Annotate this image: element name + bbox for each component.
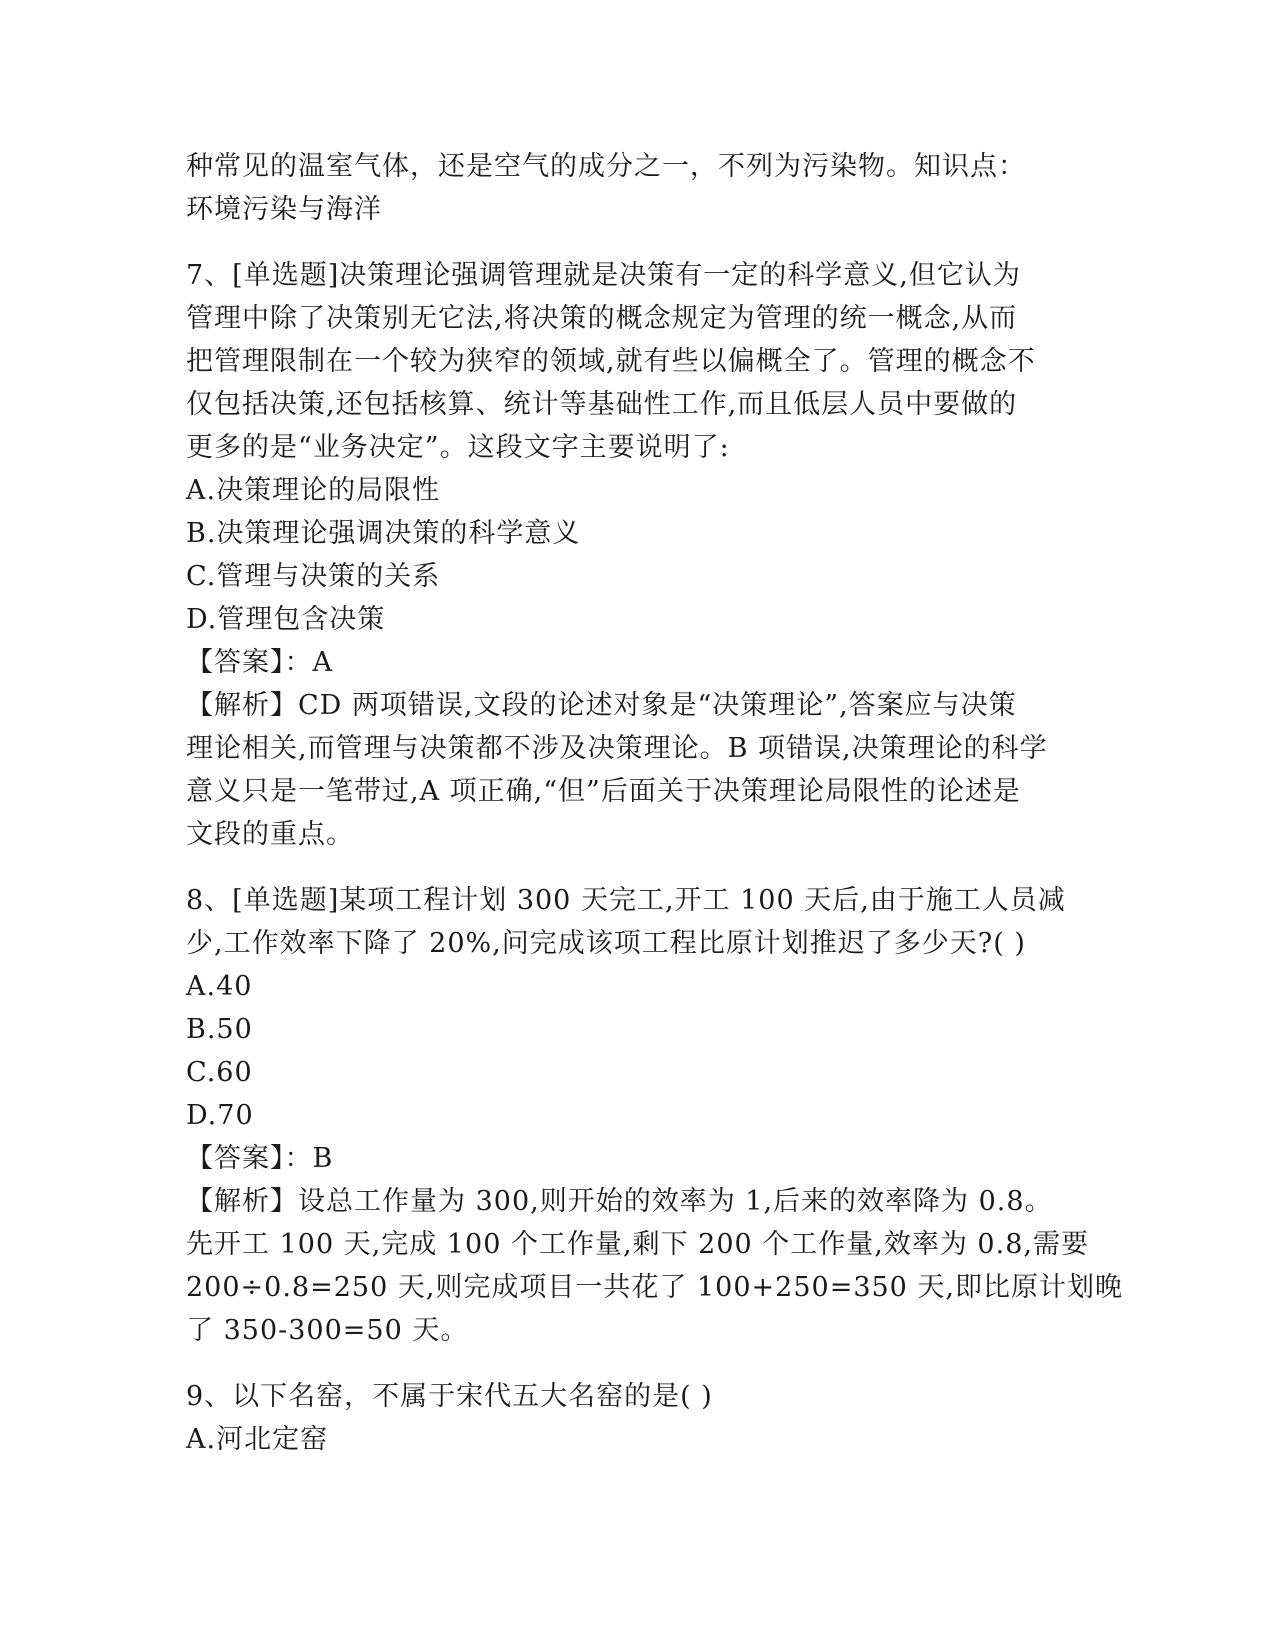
- option-a: A.40: [186, 971, 253, 1002]
- option-a: A.决策理论的局限性: [186, 475, 441, 506]
- analysis-line: 先开工 100 天,完成 100 个工作量,剩下 200 个工作量,效率为 0.8,需要: [186, 1229, 1089, 1260]
- analysis-line: 文段的重点。: [186, 819, 354, 850]
- option-b: B.决策理论强调决策的科学意义: [186, 518, 581, 549]
- question-8-answer: 【答案】：B: [186, 1143, 334, 1174]
- question-9-options: [186, 1418, 1086, 1461]
- stem-line: 8、[单选题]某项工程计划 300 天完工,开工 100 天后,由于施工人员减: [186, 885, 1066, 916]
- stem-line: 管理中除了决策别无它法,将决策的概念规定为管理的统一概念,从而: [186, 303, 1018, 334]
- option-d: D.管理包含决策: [186, 604, 386, 635]
- question-7-analysis: [186, 684, 1086, 856]
- document-page: [186, 145, 1124, 1461]
- option-a: A.河北定窑: [186, 1424, 329, 1455]
- analysis-line: 【解析】设总工作量为 300,则开始的效率为 1,后来的效率降为 0.8。: [186, 1186, 1053, 1217]
- option-c: C.管理与决策的关系: [186, 561, 441, 592]
- option-b: B.50: [186, 1014, 253, 1045]
- stem-line: 仅包括决策,还包括核算、统计等基础性工作,而且低层人员中要做的: [186, 389, 1018, 420]
- question-7-options: [186, 469, 1086, 641]
- stem-line: 更多的是“业务决定”。这段文字主要说明了:: [186, 432, 730, 463]
- text-line: 环境污染与海洋: [186, 194, 382, 225]
- question-7: [186, 254, 1086, 856]
- stem-line: 少,工作效率下降了 20%,问完成该项工程比原计划推迟了多少天?( ): [186, 928, 1026, 959]
- stem-line: 把管理限制在一个较为狭窄的领域,就有些以偏概全了。管理的概念不: [186, 346, 1036, 377]
- question-8-options: [186, 965, 1086, 1137]
- stem-line: 7、[单选题]决策理论强调管理就是决策有一定的科学意义,但它认为: [186, 260, 1021, 291]
- question-7-answer: 【答案】：A: [186, 647, 333, 678]
- analysis-line: 理论相关,而管理与决策都不涉及决策理论。B 项错误,决策理论的科学: [186, 733, 1048, 764]
- question-9: [186, 1375, 1086, 1461]
- question-8: [186, 879, 1124, 1352]
- analysis-line: 意义只是一笔带过,A 项正确,“但”后面关于决策理论局限性的论述是: [186, 776, 1021, 807]
- analysis-line: 了 350-300=50 天。: [186, 1315, 469, 1346]
- text-line: 种常见的温室气体，还是空气的成分之一，不列为污染物。知识点：: [186, 151, 1026, 182]
- question-9-stem: [186, 1375, 1086, 1418]
- analysis-line: 200÷0.8=250 天,则完成项目一共花了 100+250=350 天,即比原计划晚: [186, 1272, 1124, 1303]
- analysis-line: 【解析】CD 两项错误,文段的论述对象是“决策理论”,答案应与决策: [186, 690, 1017, 721]
- option-d: D.70: [186, 1100, 254, 1131]
- question-8-stem: [186, 879, 1086, 965]
- option-c: C.60: [186, 1057, 253, 1088]
- question-6-analysis-tail: [186, 145, 1086, 231]
- stem-line: 9、以下名窑，不属于宋代五大名窑的是( ): [186, 1381, 713, 1412]
- question-8-analysis: [186, 1180, 1124, 1352]
- question-7-stem: [186, 254, 1086, 469]
